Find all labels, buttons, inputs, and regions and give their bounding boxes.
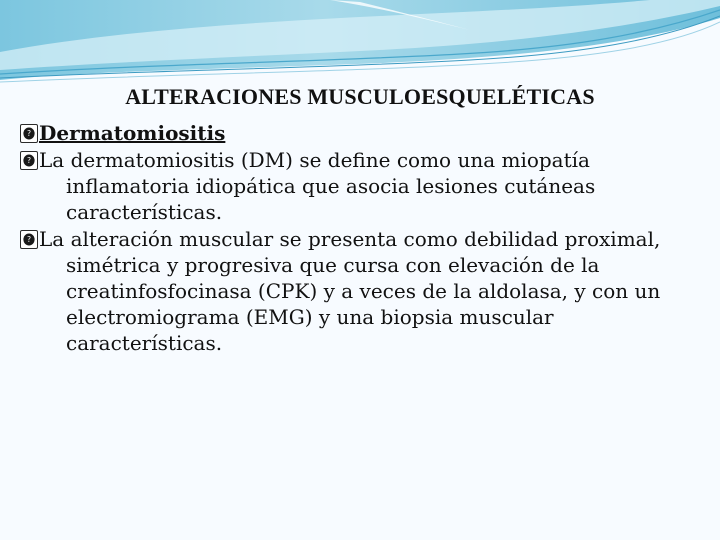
- paragraph-text: La dermatomiositis (DM) se define como una miopatía inflamatoria idiopática que asocia lesiones cutáneas características.: [39, 148, 596, 224]
- missing-glyph-icon: [20, 124, 38, 143]
- slide-title: ALTERACIONES MUSCULOESQUELÉTICAS: [125, 84, 595, 109]
- list-item: [20, 147, 700, 225]
- header-wave-decoration: [0, 0, 720, 86]
- list-item: [20, 226, 700, 356]
- bullet-list: [20, 120, 700, 357]
- list-item: [20, 120, 700, 146]
- missing-glyph-icon: [20, 151, 38, 170]
- paragraph-text: La alteración muscular se presenta como debilidad proximal, simétrica y progresiva que cursa con elevación de la creatinfosfocinasa (CPK) y a veces de la aldolasa, y con un electromiograma (EMG) y una biopsia muscular características.: [39, 227, 661, 355]
- section-heading: Dermatomiositis: [39, 121, 226, 145]
- missing-glyph-icon: [20, 230, 38, 249]
